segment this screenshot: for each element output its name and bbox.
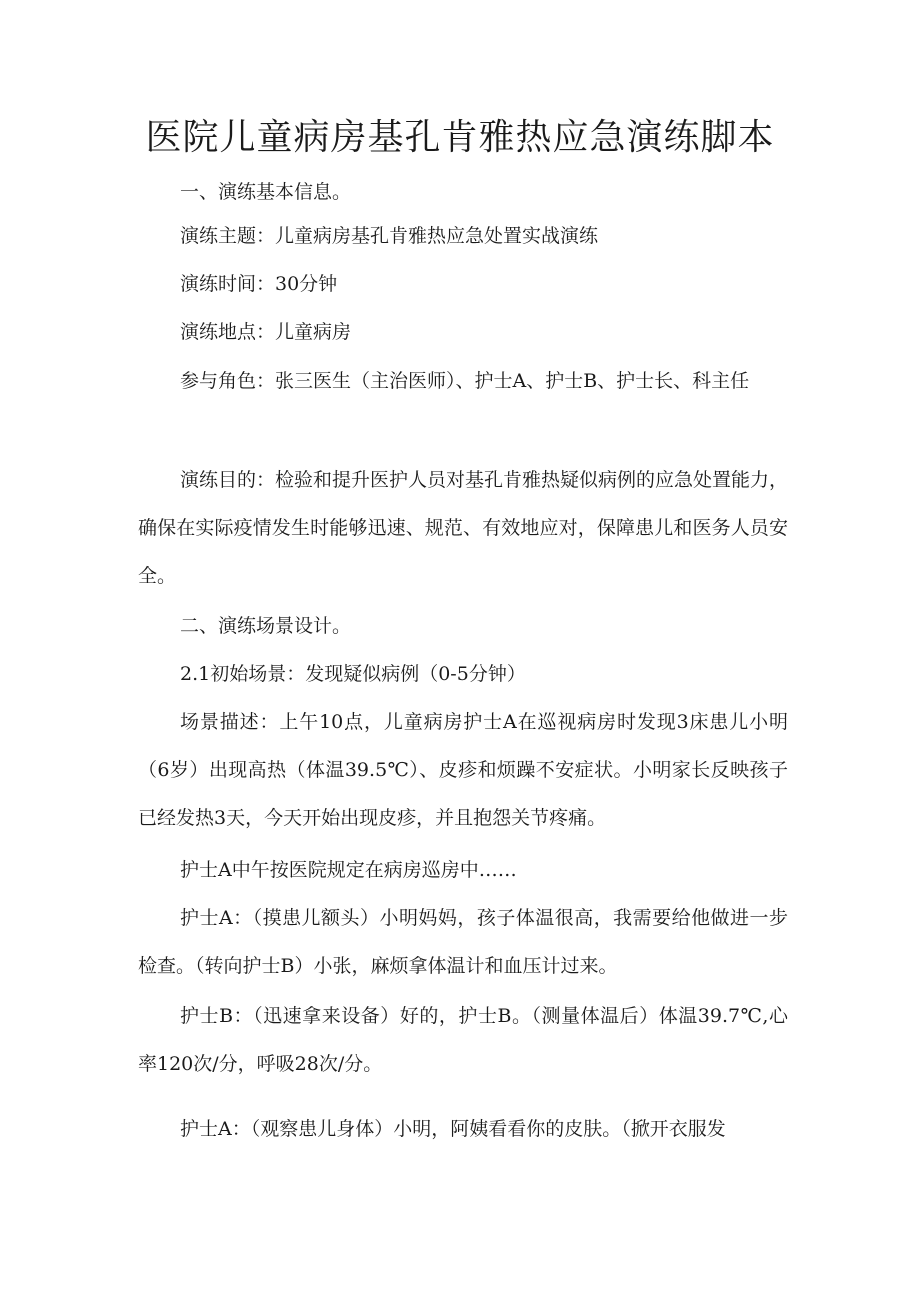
paragraph-scenario-description: 场景描述：上午10点，儿童病房护士A在巡视病房时发现3床患儿小明（6岁）出现高热（体温39.5℃）、皮疹和烦躁不安症状。小明家长反映孩子已经发热3天，今天开始出现皮疹，并且抱怨关节疼痛。 bbox=[138, 711, 788, 829]
dialogue-nurse-a-1: 护士A：（摸患儿额头）小明妈妈，孩子体温很高，我需要给他做进一步检查。（转向护士B）小张，麻烦拿体温计和血压计过来。 bbox=[138, 907, 788, 977]
dialogue-nurse-b: 护士B：（迅速拿来设备）好的，护士B。（测量体温后）体温39.7℃,心率120次/分，呼吸28次/分。 bbox=[138, 1005, 788, 1075]
document-title: 医院儿童病房基孔肯雅热应急演练脚本 bbox=[145, 117, 775, 158]
paragraph-participants: 参与角色：张三医生（主治医师）、护士A、护士B、护士长、科主任 bbox=[180, 370, 750, 392]
paragraph-nurse-rounds: 护士A中午按医院规定在病房巡房中…… bbox=[180, 859, 517, 881]
dialogue-nurse-a-2: 护士A：（观察患儿身体）小明，阿姨看看你的皮肤。（掀开衣服发 bbox=[180, 1118, 726, 1140]
section-heading-basic-info: 一、演练基本信息。 bbox=[180, 181, 352, 203]
paragraph-drill-topic: 演练主题：儿童病房基孔肯雅热应急处置实战演练 bbox=[180, 225, 599, 247]
paragraph-drill-time: 演练时间：30分钟 bbox=[180, 273, 338, 295]
paragraph-drill-location: 演练地点：儿童病房 bbox=[180, 321, 352, 343]
section-heading-scenario-design: 二、演练场景设计。 bbox=[180, 615, 352, 637]
subsection-heading-initial-scenario: 2.1初始场景：发现疑似病例（0-5分钟） bbox=[180, 663, 526, 685]
paragraph-drill-purpose: 演练目的：检验和提升医护人员对基孔肯雅热疑似病例的应急处置能力，确保在实际疫情发生时能够迅速、规范、有效地应对，保障患儿和医务人员安全。 bbox=[138, 469, 789, 587]
